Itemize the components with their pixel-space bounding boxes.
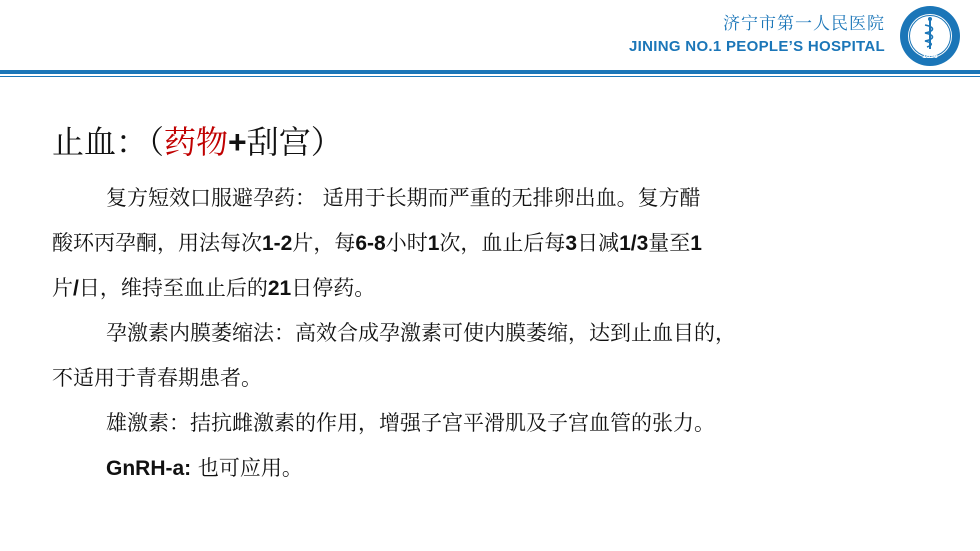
gnrh-label: GnRH-a: [106, 457, 192, 480]
p2-line1: 孕激素内膜萎缩法：高效合成孕激素可使内膜萎缩，达到止血目的， [106, 321, 736, 345]
hospital-logo-icon [899, 5, 961, 67]
title-red-part: 药物 [164, 123, 229, 161]
title-plus: + [228, 124, 247, 160]
slide-body [52, 176, 942, 491]
p1-line1: 复方短效口服避孕药： 适用于长期而严重的无排卵出血。复方醋 [106, 186, 701, 210]
p3-line1: 雄激素：拮抗雌激素的作用，增强子宫平滑肌及子宫血管的张力。 [106, 411, 715, 435]
gnrh-text: 也可应用。 [191, 456, 303, 480]
slide-title [52, 122, 343, 162]
p1-line3: 片/日，维持至血止后的21日停药。 [52, 276, 376, 300]
header-rule-thin [0, 76, 980, 77]
title-prefix: 止血：（ [52, 123, 165, 161]
header [0, 0, 980, 80]
p4-line1 [52, 446, 942, 491]
hospital-name-cn: 济宁市第一人民医院 [723, 14, 885, 34]
hospital-name-en: JINING NO.1 PEOPLE’S HOSPITAL [629, 38, 885, 55]
title-suffix: 刮宫） [246, 123, 343, 161]
p2-line2: 不适用于青春期患者。 [52, 366, 262, 390]
header-rule [0, 70, 980, 74]
p1-line2: 酸环丙孕酮，用法每次1-2片，每6-8小时1次，血止后每3日减1/3量至1 [52, 231, 702, 255]
logo-year: 1896 [922, 53, 938, 60]
